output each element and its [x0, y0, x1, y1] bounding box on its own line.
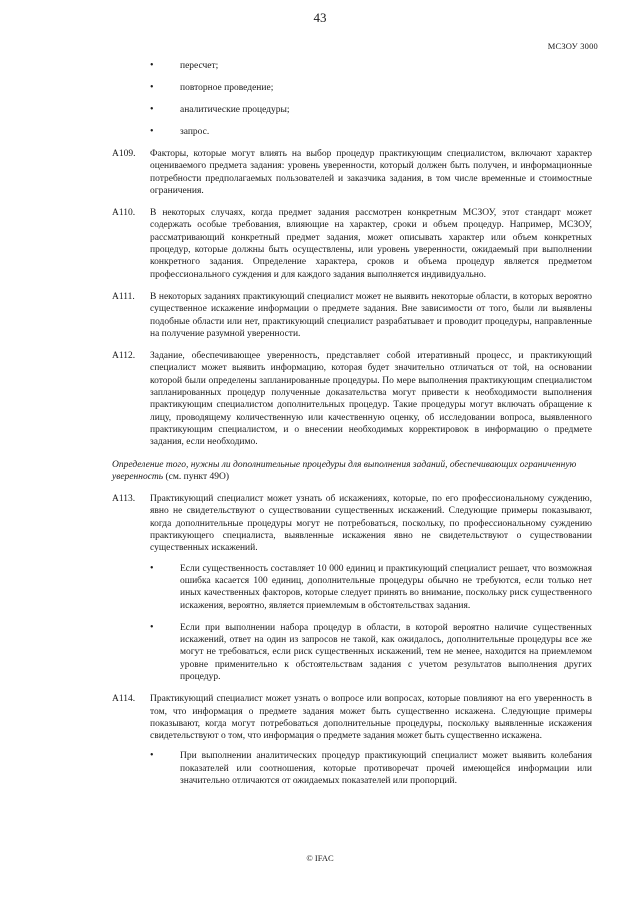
bullet-icon: •	[150, 750, 154, 762]
paragraph-a114	[112, 693, 592, 787]
page-content	[112, 60, 592, 797]
bullet-icon: •	[150, 60, 154, 71]
bullet-icon: •	[150, 126, 154, 137]
bullet-icon: •	[150, 104, 154, 115]
list-item	[112, 60, 592, 82]
paragraph-text: Практикующий специалист может узнать о вопросе или вопросах, которые повлияют на его уверенность в том, что информация о предмете задания может быть существенно искажена. Следующие примеры показывают, когда могут потребоваться дополнительные процедуры, поскольку выявленные искажения свидетельствуют о том, что информация о предмете задания может быть существенно искажена.	[150, 694, 592, 742]
procedure-list	[112, 60, 592, 148]
list-item	[112, 126, 592, 148]
list-item-text: повторное проведение;	[180, 83, 274, 93]
document-code: МСЗОУ 3000	[547, 41, 598, 51]
copyright-footer: © IFAC	[306, 853, 334, 863]
list-item	[112, 82, 592, 104]
bullet-icon: •	[150, 82, 154, 93]
paragraph-number: A114.	[112, 694, 136, 705]
paragraph-a111	[112, 291, 592, 340]
list-item	[112, 563, 592, 612]
paragraph-text: Факторы, которые могут влиять на выбор процедур практикующим специалистом, включают характер оцениваемого предмета задания: уровень уверенности, который должен быть получен, и информационные потребности предполагаемых пользователей и заказчика задания, в том числе временные и стоимостные ограничения.	[150, 149, 592, 196]
section-heading-reference: (см. пункт 49О)	[163, 471, 230, 482]
list-item	[112, 104, 592, 126]
paragraph-text: В некоторых случаях, когда предмет задания рассмотрен конкретным МСЗОУ, этот стандарт может содержать особые требования, влияющие на характер, сроки и объем процедур. Например, МСЗОУ, рассматривающий конкретный предмет задания, может описывать характер или объем конкретных процедур, которые должны быть осуществлены, или уровень уверенности, ожидаемый при выполнении конкретного задания. Определение характера, сроков и объема процедур является предметом профессионального суждения и для каждого задания выполняется индивидуально.	[150, 208, 592, 280]
paragraph-text: Практикующий специалист может узнать об искажениях, которые, по его профессиональному суждению, явно не свидетельствуют о существовании существенных искажений. Следующие примеры показывают, когда дополнительные процедуры могут не потребоваться, поскольку, по профессиональному суждению практикующего специалиста, выявленные искажения явно не свидетельствуют о существовании существенных искажений.	[150, 494, 592, 554]
list-item	[112, 750, 592, 787]
section-heading-text: Определение того, нужны ли дополнительные процедуры для выполнения заданий, обеспечивающих ограниченную уверенность	[112, 459, 577, 482]
paragraph-number: A110.	[112, 208, 136, 219]
paragraph-number: A113.	[112, 494, 136, 505]
section-heading	[112, 459, 592, 484]
list-item-text: пересчет;	[180, 61, 219, 71]
list-item-text: Если существенность составляет 10 000 единиц и практикующий специалист решает, что возможная ошибка касается 100 единиц, дополнительные процедуры обычно не требуются, если только нет иных качественных факторов, которые следует принять во внимание, поскольку риск существенного искажения, вероятно, является приемлемым в обстоятельствах задания.	[180, 563, 592, 611]
paragraph-a109	[112, 148, 592, 197]
paragraph-text: В некоторых заданиях практикующий специалист может не выявить некоторые области, в которых вероятно существенное искажение информации о предмете задания. Вне зависимости от того, были ли выявлены подобные области или нет, практикующий специалист разрабатывает и проводит процедуры, направленные на получение разумной уверенности.	[150, 291, 592, 339]
bullet-icon: •	[150, 562, 154, 574]
paragraph-a112	[112, 350, 592, 448]
list-item-text: При выполнении аналитических процедур практикующий специалист может выявить колебания показателей или соотношения, которые противоречат прочей имеющейся информации или значительно отличаются от ожидаемых показателей или пропорций.	[180, 751, 592, 787]
paragraph-number: A112.	[112, 351, 136, 362]
bullet-icon: •	[150, 621, 154, 633]
paragraph-number: A111.	[112, 291, 135, 302]
list-item-text: аналитические процедуры;	[180, 105, 290, 115]
list-item	[112, 622, 592, 683]
paragraph-text: Задание, обеспечивающее уверенность, представляет собой итеративный процесс, и практикующий специалист может выявить информацию, которая будет значительно отличаться от той, на основании которой были определены запланированные процедуры. По мере выполнения практикующим специалистом запланированных процедур полученные доказательства могут привести к необходимости выполнения практикующим специалистом дополнительных процедур. Такие процедуры могут включать обращение к лицу, проводящему количественную или качественную оценку, об исследовании вопроса, выявленного практикующим специалистом, и о внесении необходимых корректировок в информацию о предмете задания, если необходимо.	[150, 351, 592, 448]
paragraph-number: A109.	[112, 149, 136, 159]
paragraph-a110	[112, 207, 592, 281]
example-list	[112, 750, 592, 787]
paragraph-a113	[112, 493, 592, 683]
example-list	[112, 563, 592, 684]
list-item-text: Если при выполнении набора процедур в области, в которой вероятно наличие существенных искажений, ответ на один из запросов не такой, как ожидалось, дополнительные процедуры все же могут не требоваться, если риск существенных искажений, тем не менее, находится на приемлемом уровне применительно к обстоятельствам задания с учетом результатов выполнения других процедур.	[180, 622, 592, 682]
list-item-text: запрос.	[180, 127, 210, 137]
page-number: 43	[313, 10, 327, 25]
